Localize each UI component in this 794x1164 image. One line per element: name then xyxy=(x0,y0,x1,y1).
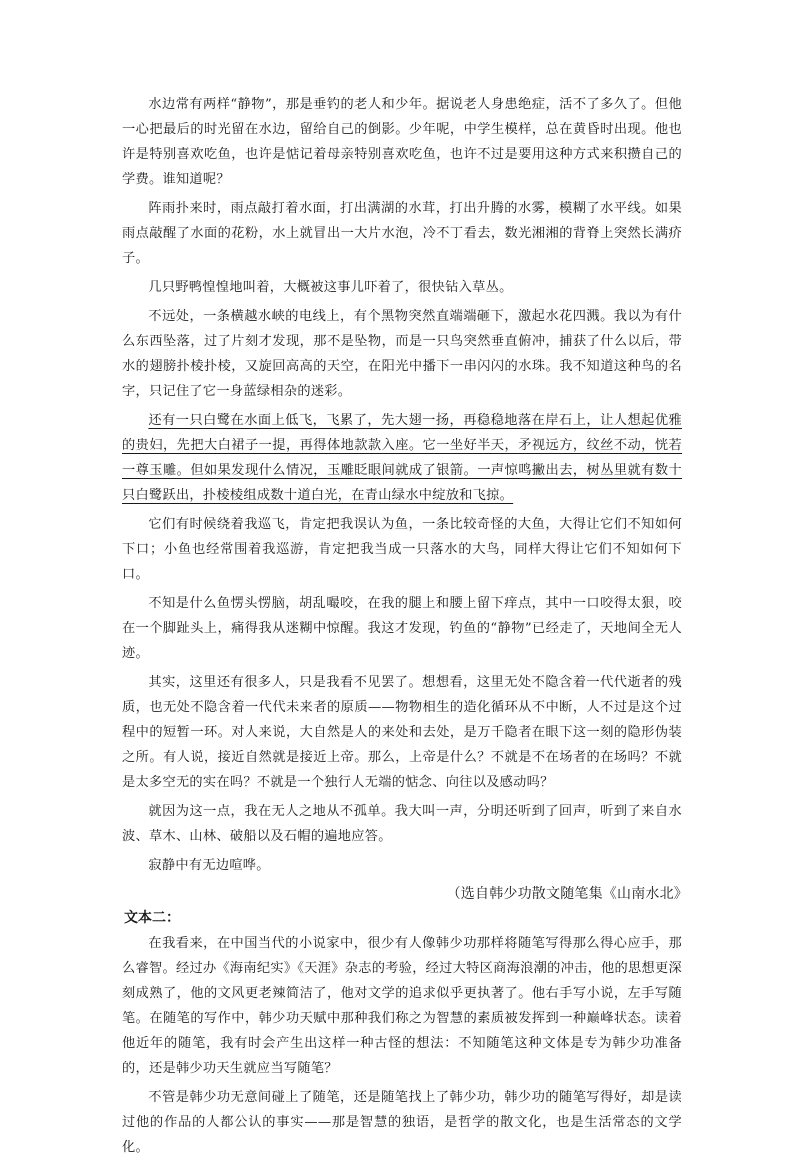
underlined-passage: 还有一只白鹭在水面上低飞，飞累了，先大翅一扬，再稳稳地落在岸石上，让人想起优雅的贵妇，先把大白裙子一提，再得体地款款入座。它一坐好半天，矛视远方，纹丝不动，恍若一尊玉雕。但如果发现什么情况，玉雕眨眼间就成了银箭。一声惊鸣撇出去，树丛里就有数十只白鹭跃出，扑棱棱组成数十道白光，在青山绿水中绽放和飞掠。 xyxy=(122,413,682,503)
text2-heading: 文本二： xyxy=(124,910,180,926)
text1-paragraph-6: 它们有时候绕着我巡飞，肯定把我误认为鱼，一条比较奇怪的大鱼，大得让它们不知如何下口；小鱼也经常围着我巡游，肯定把我当成一只落水的大鸟，同样大得让它们不知如何下口。 xyxy=(122,517,682,582)
text2-paragraph-1: 在我看来，在中国当代的小说家中，很少有人像韩少功那样将随笔写得那么得心应手，那么睿智。经过办《海南纪实》《天涯》杂志的考验，经过大特区商海浪潮的冲击，他的思想更深刻成熟了，他的文风更老辣简洁了，他对文学的追求似乎更执著了。他右手写小说，左手写随笔。在随笔的写作中，韩少功天赋中那种我们称之为智慧的素质被发挥到一种巅峰状态。读着他近年的随笔，我有时会产生出这样一种古怪的想法：不知随笔这种文体是专为韩少功准备的，还是韩少功天生就应当写随笔？ xyxy=(122,936,682,1076)
text1-paragraph-10: 寂静中有无边喧哗。 xyxy=(148,858,270,873)
text1-paragraph-5-underlined xyxy=(122,408,682,508)
text1-paragraph-2: 阵雨扑来时，雨点敲打着水面，打出满湖的水茸，打出升腾的水雾，模糊了水平线。如果雨点敲醒了水面的花粉，水上就冒出一大片水泡，冷不丁看去，数光湘湘的背脊上突然长满疥子。 xyxy=(122,201,682,266)
text1-paragraph-4: 不远处，一条横越水峡的电线上，有个黑物突然直端端砸下，激起水花四溅。我以为有什么东西坠落，过了片刻才发现，那不是坠物，而是一只鸟突然垂直俯冲，捕获了什么以后，带水的翅膀扑棱扑棱，又旋回高高的天空，在阳光中播下一串闪闪的水珠。我不知道这种鸟的名字，只记住了它一身蓝绿相杂的迷彩。 xyxy=(122,309,682,399)
text-column xyxy=(122,92,688,1164)
text2-paragraph-2: 不管是韩少功无意间碰上了随笔，还是随笔找上了韩少功，韩少功的随笔写得好，却是读过他的作品的人都公认的事实——那是智慧的独语，是哲学的散文化，也是生活常态的文学化。 xyxy=(122,1090,682,1155)
text1-source-citation: （选自韩少功散文随笔集《山南水北》 xyxy=(446,887,688,902)
text1-paragraph-9: 就因为这一点，我在无人之地从不孤单。我大叫一声，分明还听到了回声，听到了来自水波、草木、山林、破船以及石帽的遍地应答。 xyxy=(122,804,682,844)
text1-paragraph-3: 几只野鸭惶惶地叫着，大概被这事儿吓着了，很快钻入草丛。 xyxy=(148,280,513,295)
text1-paragraph-8: 其实，这里还有很多人，只是我看不见罢了。想想看，这里无处不隐含着一代代逝者的残质，也无处不隐含着一代代未来者的原质——物物相生的造化循环从不中断，人不过是这个过程中的短暂一环。对人来说，大自然是人的来处和去处，是万千隐者在眼下这一刻的隐形伪装之所。有人说，接近自然就是接近上帝。那么，上帝是什么？不就是不在场者的在场吗？不就是太多空无的实在吗？不就是一个独行人无端的惦念、向往以及感动吗？ xyxy=(122,675,682,790)
text1-paragraph-1: 水边常有两样“静物”，那是垂钓的老人和少年。据说老人身患绝症，活不了多久了。但他一心把最后的时光留在水边，留给自己的倒影。少年呢，中学生模样，总在黄昏时出现。他也许是特别喜欢吃鱼，也许是惦记着母亲特别喜欢吃鱼，也许不过是要用这种方式来积攒自己的学费。谁知道呢？ xyxy=(122,97,682,187)
text1-paragraph-7: 不知是什么鱼愣头愣脑，胡乱嘬咬，在我的腿上和腰上留下痒点，其中一口咬得太狠，咬在一个脚趾头上，痛得我从迷糊中惊醒。我这才发现，钓鱼的“静物”已经走了，天地间全无人迹。 xyxy=(122,596,682,661)
